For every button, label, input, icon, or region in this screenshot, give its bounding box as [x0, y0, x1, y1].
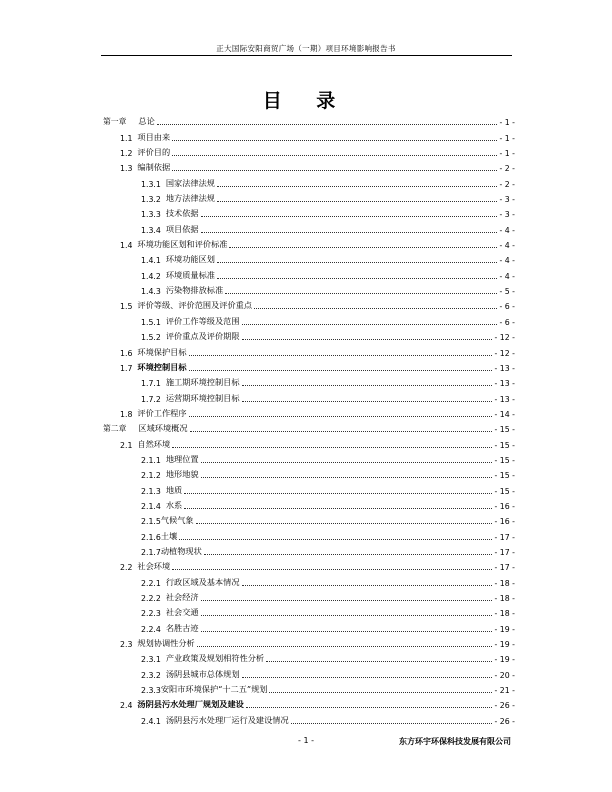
toc-entry-page: - 6 -: [499, 317, 515, 327]
toc-entry-page: - 26 -: [494, 701, 515, 711]
toc-entry-number: 1.5.1: [141, 317, 161, 327]
toc-entry-title: 评价目的: [137, 147, 171, 158]
toc-entry-title: 社会环境: [137, 561, 171, 572]
toc-entry-number: 2.1.1: [141, 455, 161, 465]
toc-entry-page: - 3 -: [499, 210, 515, 220]
toc-dot-leader: [197, 645, 493, 647]
toc-dot-leader: [229, 246, 497, 248]
toc-entry[interactable]: [103, 588, 515, 603]
toc-entry-number: 2.2.1: [141, 578, 161, 588]
toc-entry-title: 环境质量标准: [165, 269, 215, 280]
toc-dot-leader: [157, 123, 498, 125]
toc-entry[interactable]: [103, 511, 515, 526]
toc-entry[interactable]: [103, 434, 515, 449]
toc-entry-title: 评价重点及评价期限: [165, 331, 240, 342]
toc-entry-number: 2.2.4: [141, 624, 161, 634]
toc-entry[interactable]: [103, 557, 515, 572]
toc-entry-page: - 2 -: [499, 179, 515, 189]
toc-entry-title: 项目由来: [137, 131, 171, 142]
toc-entry-number: 2.3.2: [141, 670, 161, 680]
toc-entry-number: 1.7.1: [141, 379, 161, 389]
toc-dot-leader: [190, 430, 493, 432]
toc-entry[interactable]: [103, 281, 515, 296]
toc-entry-number: 1.4.3: [141, 287, 161, 297]
toc-entry-page: - 17 -: [494, 563, 515, 573]
toc-entry-title: 评价工作等级及范围: [165, 315, 240, 326]
toc-dot-leader: [172, 139, 497, 141]
toc-entry-title: 水系: [165, 499, 183, 510]
toc-entry-number: 1.4: [120, 241, 133, 251]
toc-entry-number: 1.2: [120, 149, 133, 159]
toc-dot-leader: [217, 277, 497, 279]
toc-entry[interactable]: [103, 358, 515, 373]
toc-entry-page: - 19 -: [494, 624, 515, 634]
toc-entry-page: - 5 -: [499, 287, 515, 297]
toc-entry-number: 1.8: [120, 409, 133, 419]
toc-entry-number: 1.7.2: [141, 394, 161, 404]
toc-entry-page: - 21 -: [494, 686, 515, 696]
toc-entry-page: - 12 -: [494, 348, 515, 358]
toc-entry[interactable]: [103, 250, 515, 265]
toc-entry-number: 2.3: [120, 640, 133, 650]
toc-entry[interactable]: [103, 603, 515, 618]
toc-entry-page: - 3 -: [499, 195, 515, 205]
toc-entry-page: - 19 -: [494, 655, 515, 665]
toc-entry[interactable]: [103, 296, 515, 311]
toc-entry-number: 2.2: [120, 563, 133, 573]
toc-dot-leader: [189, 415, 493, 417]
toc-entry-page: - 4 -: [499, 241, 515, 251]
toc-dot-leader: [242, 584, 493, 586]
toc-entry-number: 2.1.5: [141, 517, 161, 527]
toc-entry-number: 1.3.1: [141, 179, 161, 189]
toc-entry-title: 评价等级、评价范围及评价重点: [137, 300, 253, 311]
page-title: 目 录: [262, 90, 350, 112]
toc-entry[interactable]: [103, 388, 515, 403]
toc-entry[interactable]: [103, 480, 515, 495]
toc-dot-leader: [225, 292, 497, 294]
toc-entry[interactable]: [103, 143, 515, 158]
toc-entry-title: 汤阴县污水处理厂规划及建设: [137, 699, 244, 710]
toc-entry-page: - 15 -: [494, 425, 515, 435]
toc-entry-title: 规划协调性分析: [137, 638, 195, 649]
toc-entry-number: 1.3: [120, 164, 133, 174]
toc-dot-leader: [196, 522, 493, 524]
toc-entry-title: 地质: [165, 484, 183, 495]
toc-entry-number: 2.1.2: [141, 471, 161, 481]
toc-entry-number: 第一章: [103, 117, 127, 127]
toc-dot-leader: [189, 369, 493, 371]
toc-entry-page: - 6 -: [499, 302, 515, 312]
toc-entry[interactable]: [103, 404, 515, 419]
toc-entry-number: 2.1.3: [141, 486, 161, 496]
toc-dot-leader: [246, 706, 493, 708]
toc-entry[interactable]: [103, 158, 515, 173]
toc-entry-number: 1.6: [120, 348, 133, 358]
table-of-contents: [103, 112, 515, 726]
toc-entry-number: 1.4.2: [141, 271, 161, 281]
toc-entry-title: 编制依据: [137, 162, 171, 173]
toc-entry[interactable]: [103, 235, 515, 250]
toc-entry[interactable]: [103, 664, 515, 679]
toc-entry-page: - 1 -: [499, 133, 515, 143]
running-header: 正大国际安阳商贸广场（一期）项目环境影响报告书: [216, 44, 396, 53]
toc-dot-leader: [172, 568, 492, 570]
toc-entry[interactable]: [103, 373, 515, 388]
toc-entry[interactable]: [103, 542, 515, 557]
toc-entry[interactable]: [103, 265, 515, 280]
toc-entry-page: - 18 -: [494, 594, 515, 603]
toc-entry-page: - 16 -: [494, 501, 515, 511]
toc-entry-page: - 26 -: [494, 716, 515, 726]
toc-entry[interactable]: [103, 496, 515, 511]
toc-entry-number: 1.5: [120, 302, 133, 312]
footer-company-name: 东方环宇环保科技发展有限公司: [399, 737, 511, 746]
toc-dot-leader: [179, 538, 492, 540]
toc-entry-number: 1.4.1: [141, 256, 161, 266]
toc-entry[interactable]: [103, 634, 515, 649]
toc-entry[interactable]: [103, 465, 515, 480]
toc-entry-title: 地方法律法规: [165, 193, 215, 204]
toc-dot-leader: [201, 614, 493, 616]
toc-entry-page: - 4 -: [499, 256, 515, 266]
toc-entry-title: 行政区域及基本情况: [165, 576, 240, 587]
toc-entry-title: 施工期环境控制目标: [165, 377, 240, 388]
toc-entry-page: - 15 -: [494, 471, 515, 481]
toc-dot-leader: [172, 169, 497, 171]
toc-dot-leader: [201, 599, 493, 601]
toc-dot-leader: [172, 446, 492, 448]
toc-dot-leader: [254, 307, 497, 309]
toc-entry-title: 环境功能区划: [165, 254, 215, 265]
toc-entry-page: - 1 -: [499, 118, 515, 128]
toc-entry-page: - 15 -: [494, 455, 515, 465]
toc-dot-leader: [201, 476, 493, 478]
toc-entry-number: 2.3.3: [141, 686, 161, 696]
header-divider: [101, 55, 512, 56]
toc-entry-title: 社会经济: [165, 592, 199, 602]
toc-entry-title: 项目依据: [165, 223, 199, 234]
toc-entry-page: - 4 -: [499, 271, 515, 281]
toc-entry-number: 2.1: [120, 440, 133, 450]
toc-entry[interactable]: [103, 526, 515, 541]
toc-entry[interactable]: [103, 649, 515, 664]
toc-entry-title: 总论: [138, 116, 155, 127]
toc-entry[interactable]: [103, 342, 515, 357]
toc-dot-leader: [242, 384, 493, 386]
toc-entry-title: 评价工作程序: [137, 407, 187, 418]
toc-entry[interactable]: [103, 189, 515, 204]
toc-entry[interactable]: [103, 173, 515, 188]
toc-entry[interactable]: [103, 419, 515, 434]
toc-entry-number: 1.3.3: [141, 210, 161, 220]
toc-entry-number: 1.7: [120, 363, 133, 373]
toc-entry-number: 第二章: [103, 424, 127, 434]
toc-dot-leader: [242, 338, 493, 340]
toc-entry-page: - 12 -: [494, 333, 515, 343]
toc-dot-leader: [266, 660, 492, 662]
toc-dot-leader: [269, 691, 492, 693]
toc-dot-leader: [217, 261, 497, 263]
toc-entry-page: - 17 -: [494, 532, 515, 542]
toc-entry-title: 地理位置: [165, 453, 199, 464]
toc-entry-title: 汤阴县污水处理厂运行及建设情况: [165, 714, 289, 725]
toc-dot-leader: [184, 492, 492, 494]
toc-entry-number: 2.2.3: [141, 609, 161, 619]
toc-entry-page: - 18 -: [494, 578, 515, 588]
toc-dot-leader: [204, 553, 493, 555]
toc-entry-number: 2.4: [120, 701, 133, 711]
toc-entry-title: 地形地貌: [165, 469, 199, 480]
toc-entry-page: - 14 -: [494, 409, 515, 419]
toc-entry-title: 安阳市环境保护“十二五”规划: [160, 684, 268, 695]
toc-entry-title: 名胜古迹: [165, 622, 199, 633]
toc-entry-title: 自然环境: [137, 438, 171, 449]
toc-dot-leader: [201, 215, 498, 217]
toc-entry-page: - 1 -: [499, 149, 515, 159]
toc-entry-title: 环境控制目标: [137, 361, 187, 372]
toc-dot-leader: [242, 400, 493, 402]
toc-dot-leader: [172, 154, 497, 156]
toc-dot-leader: [217, 185, 497, 187]
toc-entry[interactable]: [103, 112, 515, 127]
toc-entry-number: 2.3.1: [141, 655, 161, 665]
toc-entry-page: - 18 -: [494, 609, 515, 619]
toc-entry-number: 1.3.4: [141, 225, 161, 235]
toc-entry-number: 1.3.2: [141, 195, 161, 205]
toc-entry-number: 2.1.4: [141, 501, 161, 511]
toc-dot-leader: [184, 507, 492, 509]
toc-entry-page: - 16 -: [494, 517, 515, 527]
toc-entry[interactable]: [103, 311, 515, 326]
toc-entry-title: 国家法律法规: [165, 177, 215, 188]
toc-entry-page: - 15 -: [494, 486, 515, 496]
toc-entry-title: 社会交通: [165, 607, 199, 618]
toc-entry-title: 动植物现状: [160, 545, 202, 556]
toc-entry-number: 2.4.1: [141, 716, 161, 726]
toc-entry[interactable]: [103, 695, 515, 710]
toc-entry[interactable]: [103, 450, 515, 465]
footer-page-number: - 1 -: [298, 736, 314, 745]
toc-entry[interactable]: [103, 572, 515, 587]
toc-entry-page: - 13 -: [494, 363, 515, 373]
toc-dot-leader: [242, 323, 498, 325]
toc-entry-number: 2.1.7: [141, 547, 161, 557]
toc-entry[interactable]: [103, 204, 515, 219]
toc-entry-title: 污染物排放标准: [165, 285, 224, 296]
toc-entry-title: 区域环境概况: [138, 423, 188, 434]
toc-entry-title: 土壤: [160, 530, 178, 541]
toc-entry-page: - 4 -: [499, 225, 515, 235]
toc-entry-title: 环境功能区划和评价标准: [137, 239, 228, 250]
toc-entry-title: 产业政策及规划相符性分析: [165, 653, 265, 664]
toc-entry[interactable]: [103, 618, 515, 633]
toc-entry-page: - 15 -: [494, 440, 515, 450]
toc-entry-title: 环境保护目标: [137, 346, 187, 357]
toc-entry-number: 1.5.2: [141, 333, 161, 343]
toc-entry-title: 汤阴县城市总体规划: [165, 668, 240, 679]
toc-entry-page: - 17 -: [494, 547, 515, 557]
toc-dot-leader: [201, 630, 493, 632]
toc-entry-number: 1.1: [120, 133, 133, 143]
toc-entry-title: 气候气象: [160, 515, 194, 526]
toc-entry-page: - 19 -: [494, 640, 515, 650]
toc-dot-leader: [217, 200, 497, 202]
toc-entry[interactable]: [103, 219, 515, 234]
toc-entry[interactable]: [103, 680, 515, 695]
toc-dot-leader: [242, 676, 493, 678]
toc-entry-page: - 20 -: [494, 670, 515, 680]
toc-entry-number: 2.2.2: [141, 594, 161, 603]
toc-dot-leader: [189, 354, 493, 356]
toc-dot-leader: [201, 461, 493, 463]
toc-entry-page: - 2 -: [499, 164, 515, 174]
toc-dot-leader: [201, 231, 498, 233]
toc-dot-leader: [291, 722, 493, 724]
toc-entry-title: 运营期环境控制目标: [165, 392, 240, 403]
toc-entry-page: - 13 -: [494, 394, 515, 404]
toc-entry-title: 技术依据: [165, 208, 199, 219]
toc-entry[interactable]: [103, 327, 515, 342]
toc-entry[interactable]: [103, 710, 515, 725]
toc-entry[interactable]: [103, 127, 515, 142]
toc-entry-number: 2.1.6: [141, 532, 161, 542]
toc-entry-page: - 13 -: [494, 379, 515, 389]
